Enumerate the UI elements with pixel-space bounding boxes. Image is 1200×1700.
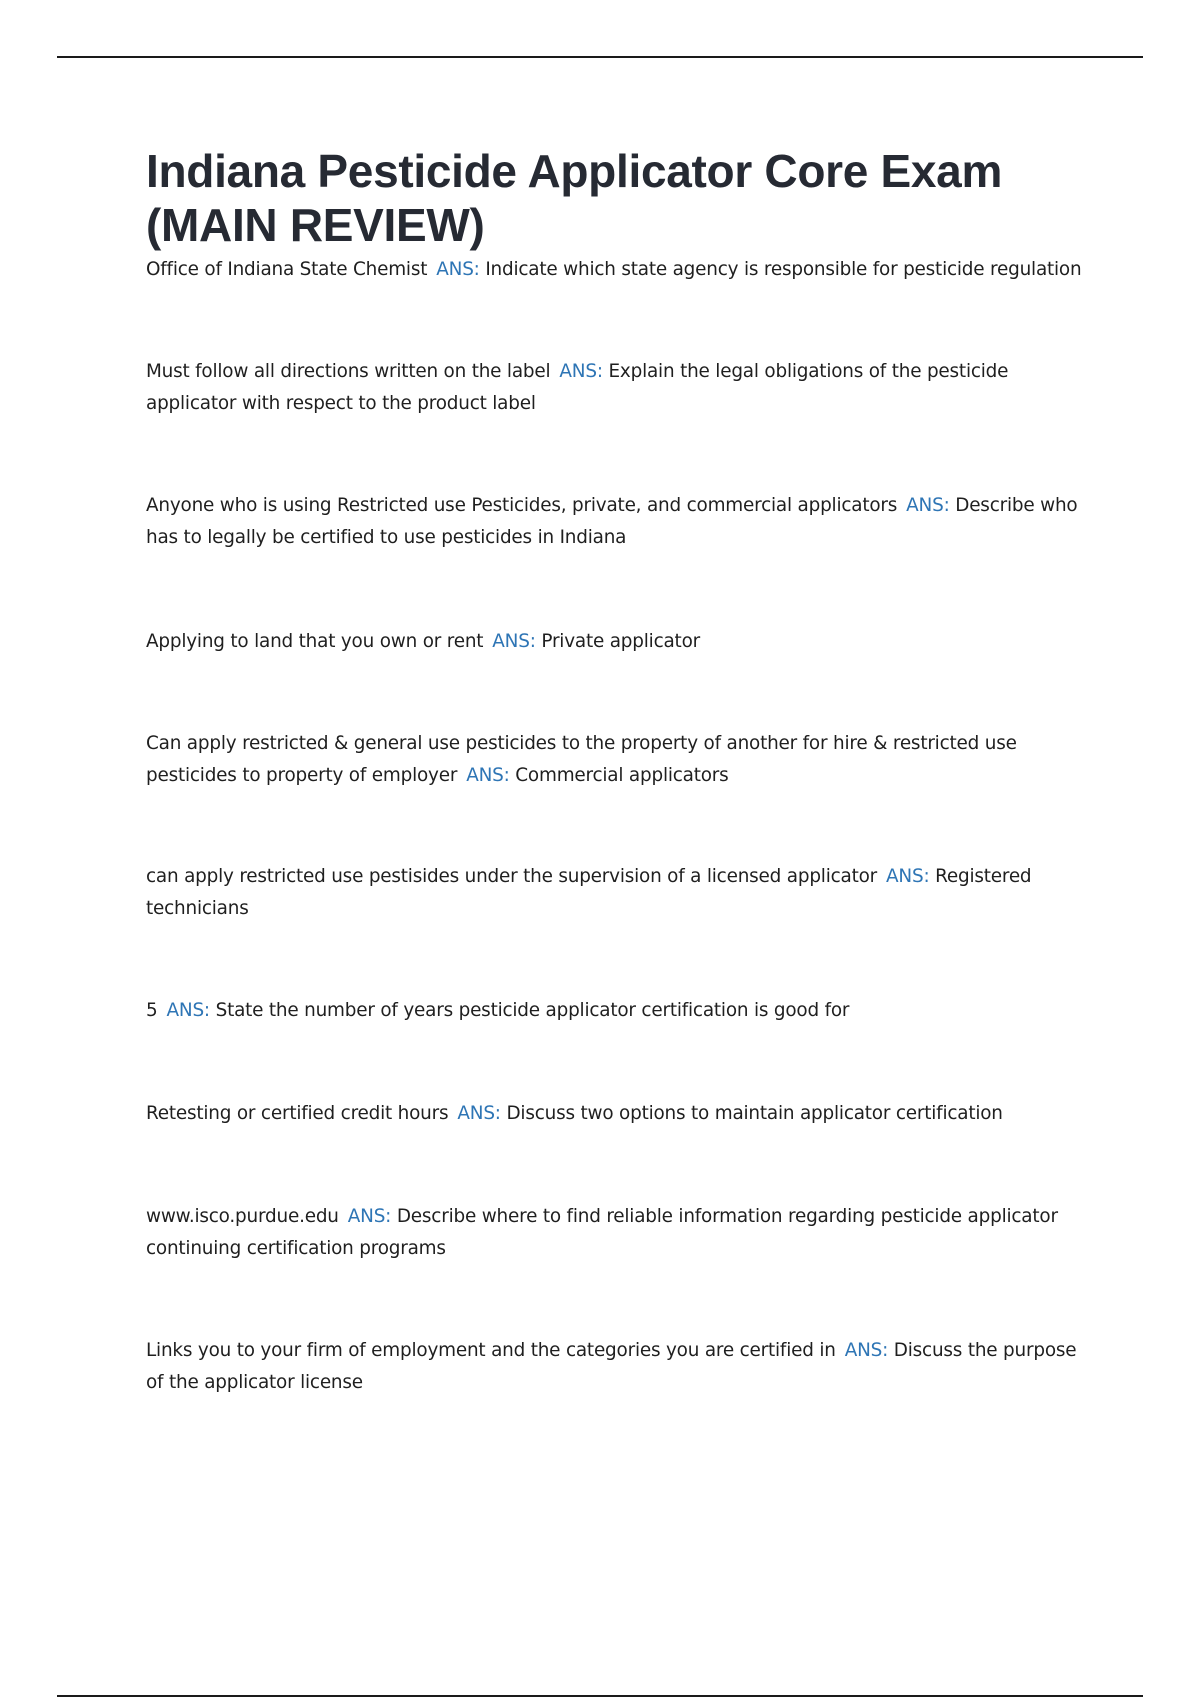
document-title: Indiana Pesticide Applicator Core Exam (MAIN REVIEW) [146,145,1003,251]
question-text: Can apply restricted & general use pesticides to the property of another for hire & restricted use pesticides to property of employer [146,733,1017,786]
question-text: Must follow all directions written on the label [146,361,551,382]
ans-label: ANS: [457,1103,501,1124]
answer-text: Commercial applicators [515,765,729,786]
qa-item [146,861,1086,925]
answer-text: Describe where to find reliable information regarding pesticide applicator continuing certification programs [146,1206,1058,1259]
answer-text: Indicate which state agency is responsible for pesticide regulation [485,259,1082,280]
ans-label: ANS: [492,631,536,652]
bottom-divider [57,1695,1143,1697]
qa-item [146,1335,1086,1399]
ans-label: ANS: [844,1340,889,1361]
answer-text: Registered technicians [146,866,1032,919]
qa-item [146,1098,1086,1130]
question-text: www.isco.purdue.edu [146,1206,339,1227]
qa-item [146,254,1086,286]
answer-text: Discuss two options to maintain applicator certification [506,1103,1003,1124]
ans-label: ANS: [166,1000,210,1021]
qa-item [146,728,1086,792]
question-text: Anyone who is using Restricted use Pesticides, private, and commercial applicators [146,495,898,516]
qa-item [146,995,1086,1027]
ans-label: ANS: [436,259,480,280]
ans-label: ANS: [886,866,930,887]
answer-text: Explain the legal obligations of the pesticide applicator with respect to the product label [146,361,1009,414]
question-text: 5 [146,1000,158,1021]
ans-label: ANS: [559,361,603,382]
answer-text: Describe who has to legally be certified to use pesticides in Indiana [146,495,1078,548]
top-divider [57,56,1143,58]
ans-label: ANS: [906,495,950,516]
ans-label: ANS: [347,1206,392,1227]
qa-item [146,1201,1086,1265]
qa-item [146,356,1086,420]
answer-text: Discuss the purpose of the applicator license [146,1340,1077,1393]
question-text: can apply restricted use pestisides under the supervision of a licensed applicator [146,866,878,887]
qa-item [146,490,1086,554]
answer-text: State the number of years pesticide applicator certification is good for [215,1000,850,1021]
qa-item [146,626,1086,658]
question-text: Links you to your firm of employment and the categories you are certified in [146,1340,836,1361]
ans-label: ANS: [466,765,510,786]
question-text: Office of Indiana State Chemist [146,259,428,280]
question-text: Applying to land that you own or rent [146,631,484,652]
question-text: Retesting or certified credit hours [146,1103,449,1124]
answer-text: Private applicator [541,631,700,652]
